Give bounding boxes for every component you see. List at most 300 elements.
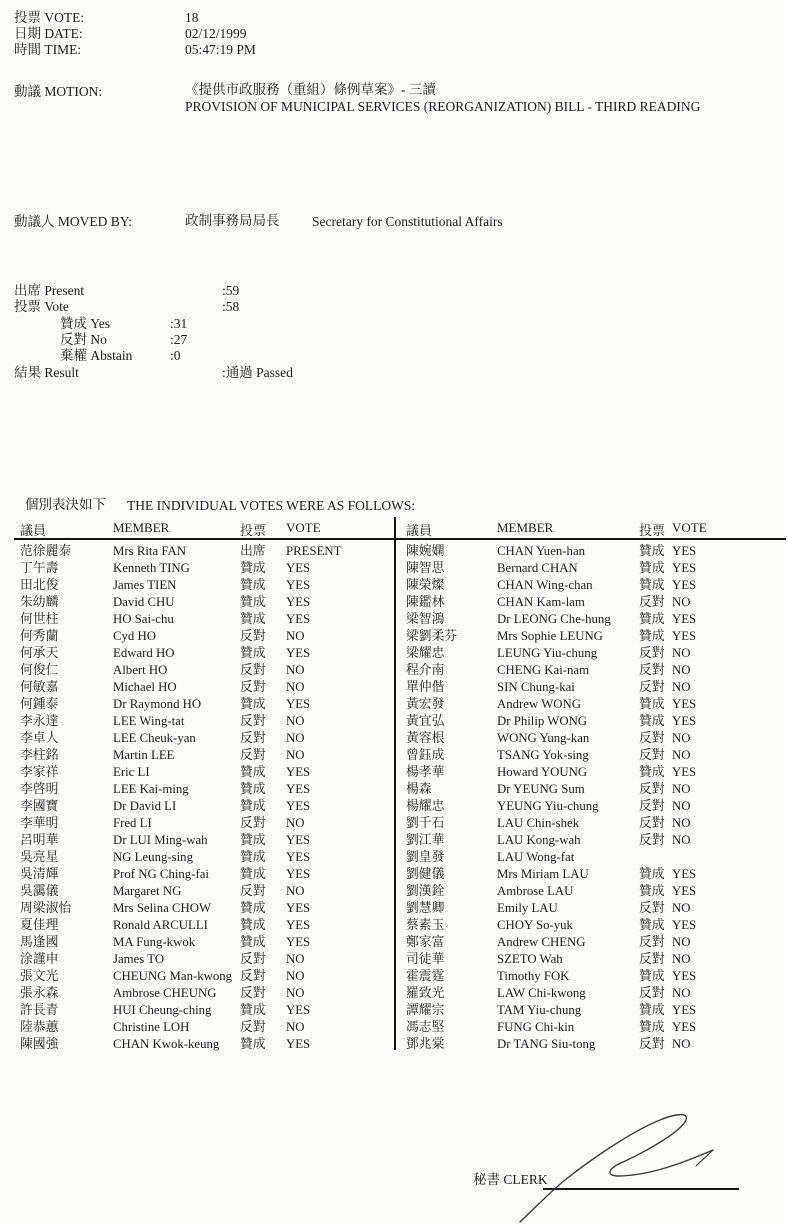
table-rows-right [406, 543, 778, 1053]
member-name-chinese: 呂明華 [20, 833, 59, 847]
vote-english: YES [286, 595, 311, 609]
vote-chinese: 反對 [639, 782, 665, 796]
moved-by-office-chinese: 政制事務局局長 [185, 213, 280, 228]
vote-chinese: 反對 [240, 714, 266, 728]
table-row [20, 798, 392, 815]
table-row [20, 543, 392, 560]
member-name-english: TSANG Yok-sing [497, 748, 589, 762]
vote-number-label: 投票 VOTE: [14, 10, 85, 25]
member-name-english: HO Sai-chu [113, 612, 174, 626]
vote-english: YES [286, 901, 311, 915]
yes-label: 贊成 Yes [60, 316, 111, 331]
member-name-chinese: 黃宜弘 [406, 714, 445, 728]
individual-votes-heading-chinese: 個別表決如下 [25, 497, 106, 512]
member-name-chinese: 劉健儀 [406, 867, 445, 881]
member-name-chinese: 何敏嘉 [20, 680, 59, 694]
member-name-chinese: 李卓人 [20, 731, 59, 745]
time-label: 時間 TIME: [14, 42, 82, 57]
vote-chinese: 贊成 [639, 561, 665, 575]
vote-english: YES [286, 1003, 311, 1017]
present-label: 出席 Present [14, 283, 85, 298]
vote-chinese: 贊成 [240, 901, 266, 915]
member-name-chinese: 吳亮星 [20, 850, 59, 864]
table-row [406, 798, 778, 815]
member-name-english: Eric LI [113, 765, 150, 779]
table-row [20, 1019, 392, 1036]
vote-chinese: 贊成 [240, 612, 266, 626]
member-name-english: LEE Kai-ming [113, 782, 189, 796]
table-row [406, 645, 778, 662]
member-name-chinese: 何世柱 [20, 612, 59, 626]
table-row [406, 696, 778, 713]
vote-chinese: 贊成 [639, 765, 665, 779]
table-row [20, 764, 392, 781]
member-name-english: Ambrose CHEUNG [113, 986, 217, 1000]
table-row [406, 577, 778, 594]
vote-english: YES [286, 850, 311, 864]
table-row [406, 543, 778, 560]
table-row [406, 679, 778, 696]
member-name-english: Dr Philip WONG [497, 714, 588, 728]
motion-title-english: PROVISION OF MUNICIPAL SERVICES (REORGANIZATION) BILL - THIRD READING [185, 99, 701, 114]
votes-table-right [406, 520, 778, 1050]
table-row [20, 917, 392, 934]
header-vote-english: VOTE [286, 520, 321, 535]
vote-total-label: 投票 Vote [14, 299, 69, 314]
member-name-chinese: 劉皇發 [406, 850, 445, 864]
no-value: :27 [170, 332, 188, 347]
moved-by-label: 動議人 MOVED BY: [14, 214, 133, 229]
clerk-signature [505, 1100, 740, 1225]
moved-by-office-english: Secretary for Constitutional Affairs [312, 214, 503, 229]
table-row [20, 611, 392, 628]
vote-chinese: 反對 [240, 986, 266, 1000]
member-name-chinese: 吳清輝 [20, 867, 59, 881]
member-name-english: FUNG Chi-kin [497, 1020, 575, 1034]
header-member-english: MEMBER [497, 520, 554, 535]
vote-chinese: 贊成 [240, 765, 266, 779]
member-name-chinese: 李華明 [20, 816, 59, 830]
member-name-english: Mrs Rita FAN [113, 544, 186, 558]
member-name-chinese: 吳靄儀 [20, 884, 59, 898]
motion-title-chinese: 《提供市政服務（重組）條例草案》- 三讀 [185, 82, 436, 97]
vote-english: NO [672, 595, 691, 609]
vote-english: YES [286, 1037, 311, 1051]
member-name-chinese: 許長青 [20, 1003, 59, 1017]
vote-chinese: 反對 [639, 595, 665, 609]
vote-english: YES [672, 561, 697, 575]
table-row [406, 968, 778, 985]
member-name-english: Albert HO [113, 663, 168, 677]
table-row [406, 662, 778, 679]
vote-english: YES [672, 765, 697, 779]
member-name-chinese: 楊森 [406, 782, 432, 796]
vote-english: YES [286, 799, 311, 813]
member-name-chinese: 陳國強 [20, 1037, 59, 1051]
vote-chinese: 反對 [240, 748, 266, 762]
vote-english: NO [286, 680, 305, 694]
votes-table-left [20, 520, 392, 1050]
table-row [406, 866, 778, 883]
member-name-english: LAU Wong-fat [497, 850, 575, 864]
vote-english: YES [672, 918, 697, 932]
table-row [20, 645, 392, 662]
member-name-english: YEUNG Yiu-chung [497, 799, 599, 813]
time-value: 05:47:19 PM [185, 42, 256, 57]
member-name-chinese: 朱幼麟 [20, 595, 59, 609]
member-name-chinese: 馬逢國 [20, 935, 59, 949]
vote-english: NO [672, 663, 691, 677]
vote-chinese: 反對 [639, 663, 665, 677]
table-row [20, 713, 392, 730]
table-row [406, 594, 778, 611]
vote-chinese: 反對 [639, 748, 665, 762]
table-row [20, 696, 392, 713]
member-name-english: Martin LEE [113, 748, 175, 762]
vote-english: YES [286, 578, 311, 592]
member-name-chinese: 程介南 [406, 663, 445, 677]
table-row [20, 900, 392, 917]
member-name-chinese: 黃容根 [406, 731, 445, 745]
vote-english: NO [286, 1020, 305, 1034]
member-name-chinese: 夏佳理 [20, 918, 59, 932]
vote-english: YES [672, 884, 697, 898]
table-row [20, 815, 392, 832]
vote-english: YES [286, 867, 311, 881]
vote-chinese: 贊成 [639, 884, 665, 898]
member-name-chinese: 陸恭蕙 [20, 1020, 59, 1034]
member-name-chinese: 鄭家富 [406, 935, 445, 949]
member-name-chinese: 何秀蘭 [20, 629, 59, 643]
member-name-english: CHAN Yuen-han [497, 544, 586, 558]
table-row [20, 866, 392, 883]
member-name-english: Timothy FOK [497, 969, 570, 983]
vote-chinese: 反對 [639, 952, 665, 966]
table-row [406, 900, 778, 917]
vote-chinese: 贊成 [639, 697, 665, 711]
member-name-english: Dr LEONG Che-hung [497, 612, 611, 626]
vote-chinese: 贊成 [240, 850, 266, 864]
member-name-chinese: 李國寶 [20, 799, 59, 813]
member-name-chinese: 李家祥 [20, 765, 59, 779]
vote-chinese: 贊成 [240, 1037, 266, 1051]
vote-chinese: 贊成 [240, 935, 266, 949]
member-name-chinese: 李啓明 [20, 782, 59, 796]
member-name-english: LEUNG Yiu-chung [497, 646, 598, 660]
vote-english: NO [286, 748, 305, 762]
vote-english: YES [672, 1003, 697, 1017]
member-name-english: Dr LUI Ming-wah [113, 833, 208, 847]
table-header [20, 520, 392, 538]
vote-english: NO [286, 629, 305, 643]
member-name-english: MA Fung-kwok [113, 935, 196, 949]
table-row [406, 815, 778, 832]
vote-chinese: 反對 [240, 884, 266, 898]
member-name-english: WONG Yung-kan [497, 731, 590, 745]
member-name-chinese: 霍震霆 [406, 969, 445, 983]
no-label: 反對 No [60, 332, 107, 347]
table-row [406, 730, 778, 747]
table-row [406, 713, 778, 730]
member-name-english: Bernard CHAN [497, 561, 578, 575]
result-value: :通過 Passed [222, 365, 293, 380]
table-row [20, 1002, 392, 1019]
member-name-chinese: 劉漢銓 [406, 884, 445, 898]
vote-chinese: 反對 [240, 663, 266, 677]
member-name-english: James TIEN [113, 578, 177, 592]
vote-english: NO [286, 731, 305, 745]
member-name-english: Prof NG Ching-fai [113, 867, 209, 881]
vote-english: NO [672, 952, 691, 966]
vote-chinese: 贊成 [639, 918, 665, 932]
vote-chinese: 贊成 [240, 697, 266, 711]
vote-english: YES [286, 646, 311, 660]
member-name-chinese: 涂謹申 [20, 952, 59, 966]
vote-english: YES [672, 697, 697, 711]
vote-chinese: 反對 [240, 952, 266, 966]
member-name-english: James TO [113, 952, 165, 966]
vote-chinese: 反對 [639, 901, 665, 915]
vote-english: YES [286, 612, 311, 626]
member-name-chinese: 劉江華 [406, 833, 445, 847]
table-row [406, 917, 778, 934]
table-row [406, 832, 778, 849]
member-name-chinese: 曾鈺成 [406, 748, 445, 762]
vote-english: NO [286, 663, 305, 677]
member-name-english: LAU Kong-wah [497, 833, 581, 847]
vote-chinese: 贊成 [240, 578, 266, 592]
member-name-english: Edward HO [113, 646, 175, 660]
member-name-chinese: 范徐麗泰 [20, 544, 72, 558]
vote-chinese: 贊成 [639, 612, 665, 626]
vote-english: YES [286, 782, 311, 796]
vote-english: NO [672, 816, 691, 830]
yes-value: :31 [170, 316, 188, 331]
member-name-chinese: 何俊仁 [20, 663, 59, 677]
vote-english: NO [286, 884, 305, 898]
member-name-chinese: 陳鑑林 [406, 595, 445, 609]
member-name-english: Michael HO [113, 680, 177, 694]
member-name-english: CHOY So-yuk [497, 918, 573, 932]
vote-english: YES [286, 918, 311, 932]
header-member-english: MEMBER [113, 520, 170, 535]
vote-chinese: 贊成 [639, 969, 665, 983]
vote-chinese: 反對 [639, 986, 665, 1000]
member-name-chinese: 何鍾泰 [20, 697, 59, 711]
member-name-english: Ronald ARCULLI [113, 918, 208, 932]
vote-chinese: 反對 [639, 731, 665, 745]
vote-english: YES [672, 867, 697, 881]
vote-english: NO [286, 952, 305, 966]
table-row [20, 730, 392, 747]
table-row [20, 560, 392, 577]
member-name-chinese: 蔡素玉 [406, 918, 445, 932]
vote-english: NO [672, 901, 691, 915]
vote-chinese: 贊成 [240, 595, 266, 609]
table-row [20, 577, 392, 594]
vote-english: YES [672, 1020, 697, 1034]
present-value: :59 [222, 283, 240, 298]
member-name-english: Dr TANG Siu-tong [497, 1037, 596, 1051]
table-row [406, 611, 778, 628]
member-name-english: Andrew WONG [497, 697, 581, 711]
vote-english: YES [286, 697, 311, 711]
vote-chinese: 贊成 [639, 578, 665, 592]
table-row [20, 883, 392, 900]
vote-chinese: 反對 [639, 799, 665, 813]
member-name-english: HUI Cheung-ching [113, 1003, 212, 1017]
vote-chinese: 贊成 [240, 833, 266, 847]
member-name-english: Emily LAU [497, 901, 558, 915]
header-member-chinese: 議員 [20, 523, 47, 538]
member-name-english: LEE Cheuk-yan [113, 731, 196, 745]
individual-votes-heading-english: THE INDIVIDUAL VOTES WERE AS FOLLOWS: [127, 498, 416, 513]
table-row [406, 883, 778, 900]
member-name-english: Christine LOH [113, 1020, 190, 1034]
table-rows-left [20, 543, 392, 1053]
member-name-english: Fred LI [113, 816, 152, 830]
member-name-english: Dr YEUNG Sum [497, 782, 585, 796]
member-name-chinese: 譚耀宗 [406, 1003, 445, 1017]
vote-english: YES [286, 561, 311, 575]
vote-total-value: :58 [222, 299, 240, 314]
member-name-chinese: 楊耀忠 [406, 799, 445, 813]
vote-english: YES [672, 578, 697, 592]
header-vote-english: VOTE [672, 520, 707, 535]
table-row [20, 934, 392, 951]
member-name-english: CHENG Kai-nam [497, 663, 590, 677]
table-row [20, 849, 392, 866]
vote-english: YES [672, 629, 697, 643]
vote-english: YES [672, 969, 697, 983]
member-name-english: Mrs Selina CHOW [113, 901, 212, 915]
member-name-english: CHAN Kam-lam [497, 595, 585, 609]
abstain-value: :0 [170, 348, 181, 363]
member-name-chinese: 李永達 [20, 714, 59, 728]
table-row [406, 1036, 778, 1053]
member-name-chinese: 鄧兆棠 [406, 1037, 445, 1051]
member-name-chinese: 張文光 [20, 969, 59, 983]
member-name-chinese: 單仲偕 [406, 680, 445, 694]
member-name-english: Margaret NG [113, 884, 182, 898]
member-name-english: SIN Chung-kai [497, 680, 575, 694]
member-name-chinese: 張永森 [20, 986, 59, 1000]
member-name-english: TAM Yiu-chung [497, 1003, 582, 1017]
vote-english: YES [286, 765, 311, 779]
clerk-label: 秘書 CLERK [473, 1172, 548, 1187]
header-vote-chinese: 投票 [240, 523, 267, 538]
table-row [406, 781, 778, 798]
member-name-chinese: 梁劉柔芬 [406, 629, 458, 643]
member-name-chinese: 田北俊 [20, 578, 59, 592]
member-name-chinese: 李柱銘 [20, 748, 59, 762]
table-row [20, 951, 392, 968]
table-row [20, 781, 392, 798]
vote-chinese: 贊成 [639, 1020, 665, 1034]
table-row [406, 747, 778, 764]
member-name-chinese: 司徒華 [406, 952, 445, 966]
vote-chinese: 反對 [639, 646, 665, 660]
vote-english: NO [672, 748, 691, 762]
vote-english: NO [672, 833, 691, 847]
vote-number-value: 18 [185, 10, 199, 25]
vote-chinese: 反對 [639, 1037, 665, 1051]
member-name-english: Mrs Miriam LAU [497, 867, 589, 881]
member-name-chinese: 劉千石 [406, 816, 445, 830]
vote-english: YES [286, 833, 311, 847]
vote-english: NO [286, 816, 305, 830]
vote-chinese: 反對 [240, 1020, 266, 1034]
member-name-english: LAW Chi-kwong [497, 986, 586, 1000]
member-name-english: Howard YOUNG [497, 765, 588, 779]
member-name-english: Dr David LI [113, 799, 177, 813]
vote-chinese: 贊成 [639, 1003, 665, 1017]
member-name-chinese: 何承天 [20, 646, 59, 660]
vote-chinese: 反對 [639, 816, 665, 830]
table-row [20, 662, 392, 679]
vote-chinese: 贊成 [639, 629, 665, 643]
vote-chinese: 贊成 [240, 561, 266, 575]
member-name-english: David CHU [113, 595, 175, 609]
member-name-chinese: 陳智思 [406, 561, 445, 575]
table-row [20, 985, 392, 1002]
vote-chinese: 反對 [240, 816, 266, 830]
vote-chinese: 贊成 [240, 782, 266, 796]
table-row [20, 628, 392, 645]
table-row [406, 934, 778, 951]
vote-chinese: 出席 [240, 544, 266, 558]
vote-english: NO [672, 799, 691, 813]
member-name-chinese: 羅致光 [406, 986, 445, 1000]
table-row [406, 1002, 778, 1019]
header-member-chinese: 議員 [406, 523, 433, 538]
member-name-chinese: 馮志堅 [406, 1020, 445, 1034]
vote-chinese: 贊成 [240, 867, 266, 881]
member-name-english: LEE Wing-tat [113, 714, 185, 728]
member-name-english: Andrew CHENG [497, 935, 586, 949]
member-name-english: Dr Raymond HO [113, 697, 202, 711]
table-row [20, 747, 392, 764]
table-row [406, 764, 778, 781]
vote-english: YES [286, 935, 311, 949]
member-name-chinese: 丁午壽 [20, 561, 59, 575]
vote-english: NO [672, 986, 691, 1000]
vote-chinese: 反對 [240, 629, 266, 643]
vote-chinese: 贊成 [240, 646, 266, 660]
vote-english: NO [286, 969, 305, 983]
member-name-english: LAU Chin-shek [497, 816, 580, 830]
member-name-english: CHAN Wing-chan [497, 578, 593, 592]
vote-chinese: 贊成 [240, 799, 266, 813]
vote-chinese: 反對 [240, 969, 266, 983]
date-label: 日期 DATE: [14, 26, 83, 41]
vote-english: NO [672, 646, 691, 660]
member-name-chinese: 劉慧卿 [406, 901, 445, 915]
table-row [406, 560, 778, 577]
table-row [406, 628, 778, 645]
vote-english: YES [672, 714, 697, 728]
vote-chinese: 反對 [639, 935, 665, 949]
vote-english: NO [672, 935, 691, 949]
abstain-label: 棄權 Abstain [60, 348, 133, 363]
member-name-english: NG Leung-sing [113, 850, 193, 864]
table-row [20, 832, 392, 849]
member-name-chinese: 梁耀忠 [406, 646, 445, 660]
table-row [20, 1036, 392, 1053]
vote-chinese: 贊成 [639, 714, 665, 728]
vote-english: NO [672, 731, 691, 745]
member-name-chinese: 周梁淑怡 [20, 901, 72, 915]
